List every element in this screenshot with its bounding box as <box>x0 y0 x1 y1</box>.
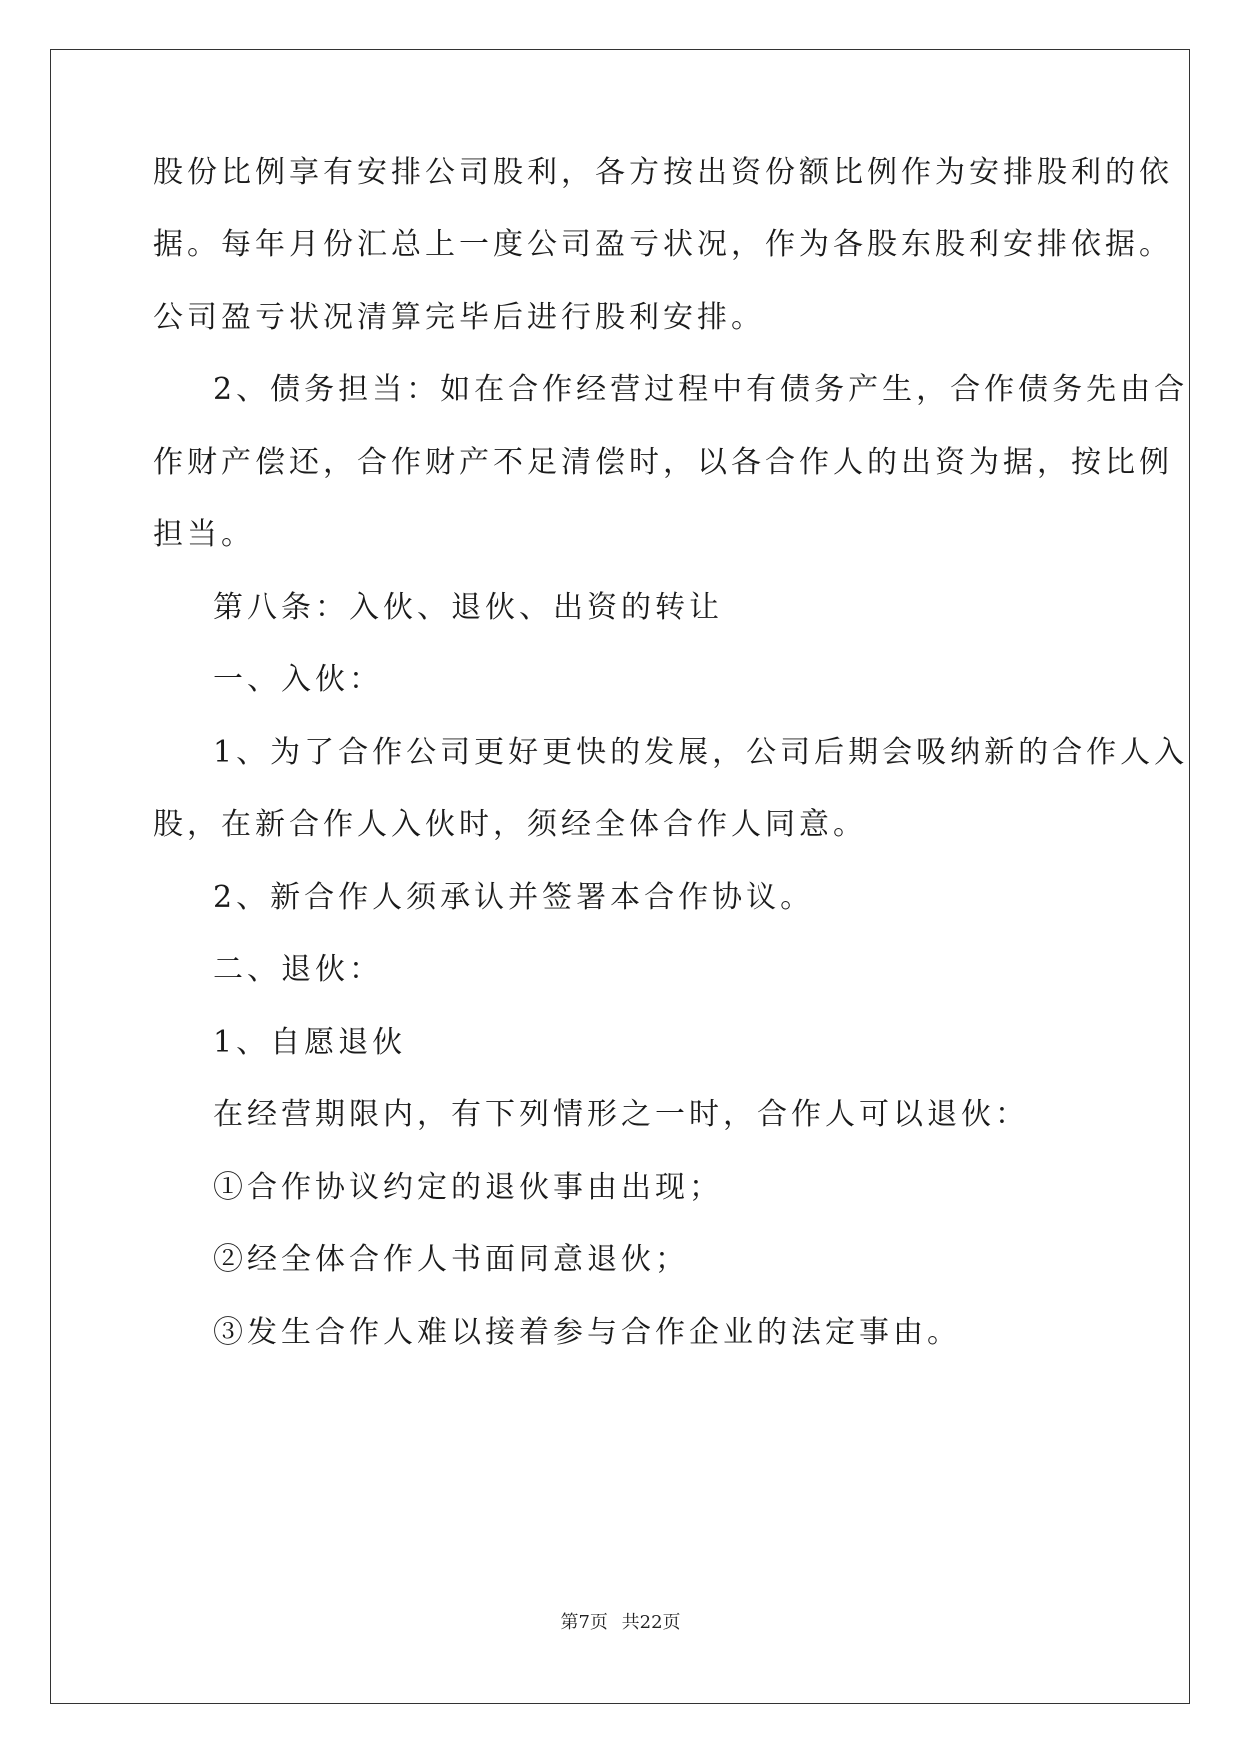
text-line: 公司盈亏状况清算完毕后进行股利安排。 <box>153 300 765 335</box>
list-item: ③发生合作人难以接着参与合作企业的法定事由。 <box>213 1315 961 1350</box>
text-line: 在经营期限内，有下列情形之一时，合作人可以退伙： <box>213 1097 1029 1132</box>
list-item: ②经全体合作人书面同意退伙； <box>213 1242 689 1277</box>
text-line: 2、债务担当：如在合作经营过程中有债务产生，合作债务先由合 <box>213 372 1189 407</box>
page-total: 共22页 <box>621 1612 681 1633</box>
list-item: ①合作协议约定的退伙事由出现； <box>213 1170 723 1205</box>
text-line: 作财产偿还，合作财产不足清偿时，以各合作人的出资为据，按比例 <box>153 445 1173 480</box>
page-footer <box>0 1611 1241 1635</box>
section-heading: 第八条：入伙、退伙、出资的转让 <box>213 590 723 625</box>
text-line: 股份比例享有安排公司股利，各方按出资份额比例作为安排股利的依 <box>153 155 1173 190</box>
text-line: 股，在新合作人入伙时，须经全体合作人同意。 <box>153 807 867 842</box>
subsection-heading: 一、入伙： <box>213 662 383 697</box>
text-line: 据。每年月份汇总上一度公司盈亏状况，作为各股东股利安排依据。 <box>153 227 1173 262</box>
page-number: 第7页 <box>560 1612 608 1633</box>
text-line: 担当。 <box>153 517 255 552</box>
text-line: 2、新合作人须承认并签署本合作协议。 <box>213 880 815 915</box>
subsection-heading: 二、退伙： <box>213 952 383 987</box>
text-line: 1、为了合作公司更好更快的发展，公司后期会吸纳新的合作人入 <box>213 735 1189 770</box>
text-line: 1、自愿退伙 <box>213 1025 407 1060</box>
